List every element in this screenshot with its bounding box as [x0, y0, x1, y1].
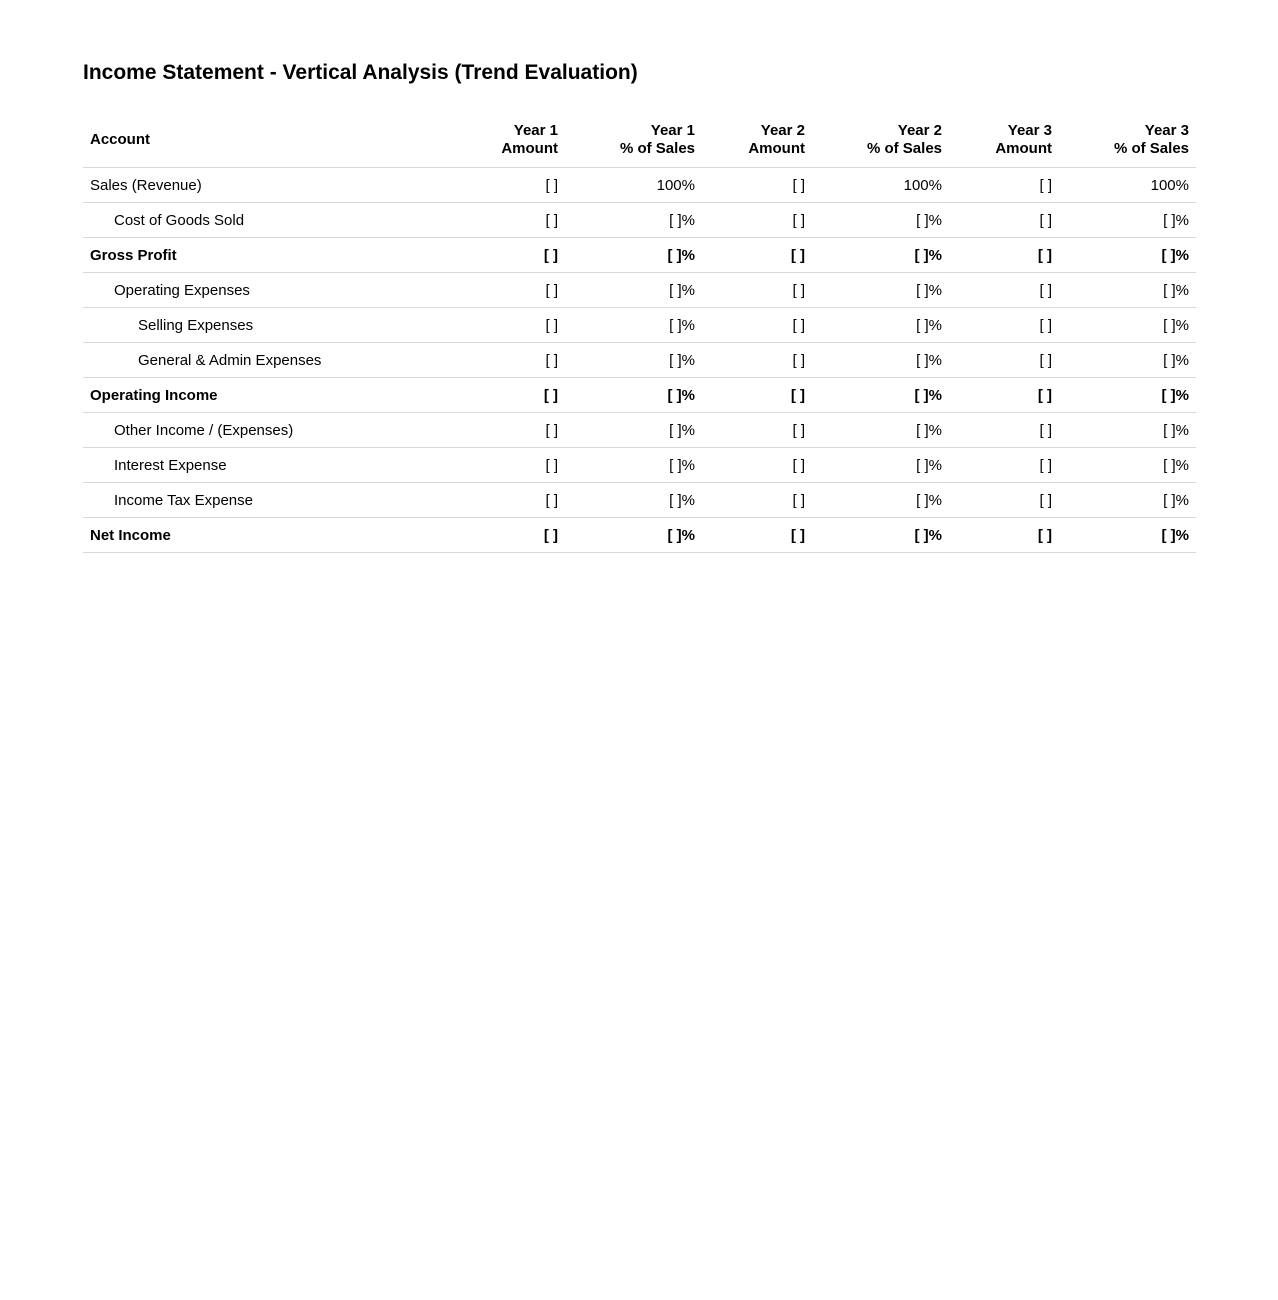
value-cell: [ ]%	[1059, 203, 1196, 238]
value-cell: [ ]	[455, 378, 565, 413]
account-cell: Operating Expenses	[83, 273, 455, 308]
value-cell: [ ]%	[565, 518, 702, 553]
value-cell: [ ]	[949, 378, 1059, 413]
column-header-line: Year 3	[1007, 122, 1052, 139]
value-cell: [ ]%	[565, 483, 702, 518]
value-cell: [ ]%	[812, 413, 949, 448]
column-header-year-1-of-sales	[565, 110, 702, 168]
value-cell: [ ]	[702, 343, 812, 378]
value-cell: [ ]	[455, 168, 565, 203]
table-row	[83, 238, 1196, 273]
value-cell: [ ]%	[812, 448, 949, 483]
value-cell: [ ]	[702, 378, 812, 413]
value-cell: [ ]%	[812, 378, 949, 413]
value-cell: 100%	[812, 168, 949, 203]
table-row	[83, 308, 1196, 343]
value-cell: [ ]	[702, 203, 812, 238]
column-header-year-3-amount	[949, 110, 1059, 168]
value-cell: [ ]%	[565, 273, 702, 308]
table-row	[83, 378, 1196, 413]
value-cell: [ ]%	[812, 483, 949, 518]
value-cell: [ ]%	[1059, 518, 1196, 553]
value-cell: [ ]%	[565, 448, 702, 483]
value-cell: [ ]%	[812, 308, 949, 343]
value-cell: [ ]%	[1059, 483, 1196, 518]
value-cell: [ ]	[702, 483, 812, 518]
account-cell: Income Tax Expense	[83, 483, 455, 518]
column-header-year-2-amount	[702, 110, 812, 168]
table-row	[83, 483, 1196, 518]
column-header-line: % of Sales	[866, 140, 942, 157]
column-header-line: % of Sales	[619, 140, 695, 157]
value-cell: [ ]	[455, 203, 565, 238]
value-cell: [ ]	[702, 238, 812, 273]
value-cell: [ ]%	[1059, 238, 1196, 273]
value-cell: 100%	[1059, 168, 1196, 203]
column-header-year-2-of-sales	[812, 110, 949, 168]
column-header-year-1-amount	[455, 110, 565, 168]
column-header-line: Year 1	[650, 122, 695, 139]
value-cell: [ ]%	[1059, 448, 1196, 483]
value-cell: [ ]%	[812, 273, 949, 308]
value-cell: [ ]	[455, 273, 565, 308]
account-cell: Selling Expenses	[83, 308, 455, 343]
value-cell: [ ]%	[565, 378, 702, 413]
table-row	[83, 448, 1196, 483]
value-cell: [ ]%	[812, 238, 949, 273]
column-header-line: Year 2	[897, 122, 942, 139]
value-cell: [ ]	[702, 518, 812, 553]
account-cell: General & Admin Expenses	[83, 343, 455, 378]
column-header-line: % of Sales	[1113, 140, 1189, 157]
value-cell: [ ]%	[565, 238, 702, 273]
table-row	[83, 343, 1196, 378]
table-header-row	[83, 110, 1196, 168]
value-cell: [ ]	[455, 308, 565, 343]
value-cell: [ ]	[949, 483, 1059, 518]
column-header-account: Account	[83, 110, 455, 168]
account-cell: Gross Profit	[83, 238, 455, 273]
table-row	[83, 273, 1196, 308]
value-cell: [ ]	[702, 273, 812, 308]
value-cell: [ ]	[949, 518, 1059, 553]
value-cell: [ ]%	[1059, 273, 1196, 308]
value-cell: [ ]%	[565, 343, 702, 378]
value-cell: [ ]%	[812, 343, 949, 378]
page-title: Income Statement - Vertical Analysis (Trend Evaluation)	[83, 61, 638, 84]
table-row	[83, 203, 1196, 238]
value-cell: [ ]	[949, 343, 1059, 378]
value-cell: [ ]	[702, 308, 812, 343]
account-cell: Operating Income	[83, 378, 455, 413]
value-cell: [ ]	[455, 483, 565, 518]
value-cell: [ ]	[949, 448, 1059, 483]
value-cell: [ ]%	[1059, 378, 1196, 413]
value-cell: [ ]	[949, 203, 1059, 238]
value-cell: [ ]%	[812, 203, 949, 238]
value-cell: [ ]	[702, 168, 812, 203]
account-cell: Other Income / (Expenses)	[83, 413, 455, 448]
value-cell: [ ]%	[565, 203, 702, 238]
account-cell: Net Income	[83, 518, 455, 553]
value-cell: [ ]%	[1059, 343, 1196, 378]
value-cell: [ ]%	[565, 308, 702, 343]
column-header-line: Amount	[748, 140, 805, 157]
value-cell: [ ]%	[1059, 413, 1196, 448]
vertical-analysis-table	[83, 110, 1196, 553]
value-cell: [ ]	[702, 413, 812, 448]
value-cell: [ ]%	[812, 518, 949, 553]
value-cell: [ ]	[949, 413, 1059, 448]
table-row	[83, 518, 1196, 553]
value-cell: [ ]	[949, 168, 1059, 203]
column-header-line: Year 2	[760, 122, 805, 139]
table-body	[83, 168, 1196, 553]
column-header-line: Amount	[501, 140, 558, 157]
column-header-line: Amount	[995, 140, 1052, 157]
account-cell: Interest Expense	[83, 448, 455, 483]
value-cell: [ ]%	[565, 413, 702, 448]
table-row	[83, 168, 1196, 203]
column-header-year-3-of-sales	[1059, 110, 1196, 168]
column-header-line: Year 1	[513, 122, 558, 139]
table-row	[83, 413, 1196, 448]
value-cell: [ ]	[949, 308, 1059, 343]
value-cell: [ ]	[455, 518, 565, 553]
value-cell: [ ]	[455, 448, 565, 483]
value-cell: [ ]	[949, 238, 1059, 273]
value-cell: [ ]	[455, 343, 565, 378]
value-cell: [ ]	[455, 413, 565, 448]
account-cell: Sales (Revenue)	[83, 168, 455, 203]
value-cell: [ ]	[702, 448, 812, 483]
value-cell: [ ]	[455, 238, 565, 273]
value-cell: 100%	[565, 168, 702, 203]
value-cell: [ ]	[949, 273, 1059, 308]
value-cell: [ ]%	[1059, 308, 1196, 343]
account-cell: Cost of Goods Sold	[83, 203, 455, 238]
column-header-line: Year 3	[1144, 122, 1189, 139]
